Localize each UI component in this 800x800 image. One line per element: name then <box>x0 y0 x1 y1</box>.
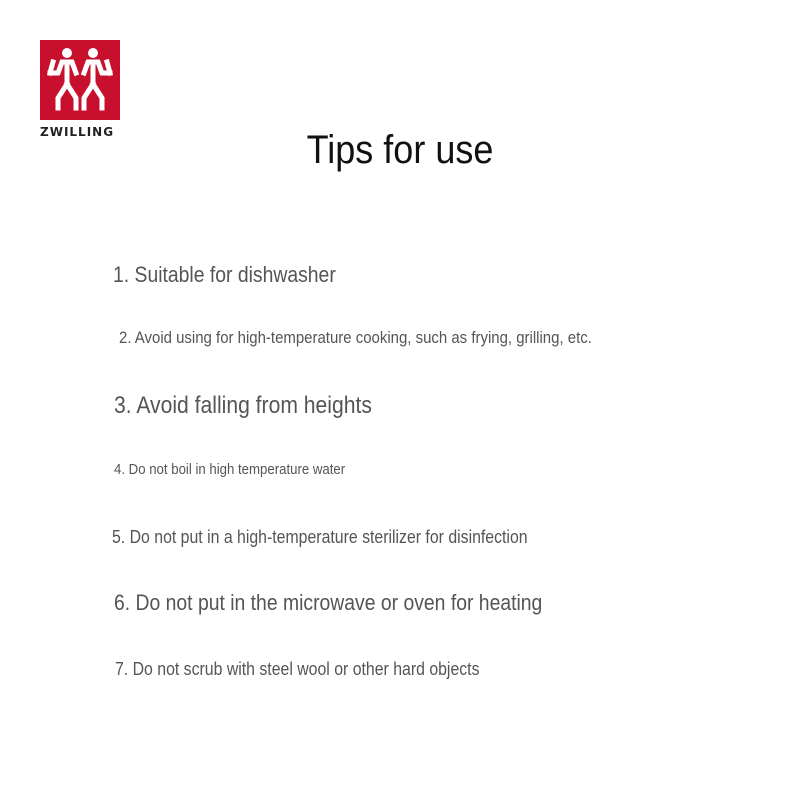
tip-item: 1. Suitable for dishwasher <box>113 262 336 287</box>
tip-item: 6. Do not put in the microwave or oven for heating <box>114 590 543 615</box>
brand-logo <box>40 40 121 139</box>
page-title: Tips for use <box>306 128 494 172</box>
tip-item: 3. Avoid falling from heights <box>114 392 372 419</box>
tip-item: 2. Avoid using for high-temperature cooking, such as frying, grilling, etc. <box>119 328 592 347</box>
tip-item: 4. Do not boil in high temperature water <box>114 461 346 478</box>
brand-wordmark: ZWILLING <box>40 125 115 139</box>
twin-figures-logo-icon <box>40 40 120 120</box>
tip-item: 5. Do not put in a high-temperature sterilizer for disinfection <box>112 527 528 547</box>
tip-item: 7. Do not scrub with steel wool or other hard objects <box>115 659 480 679</box>
